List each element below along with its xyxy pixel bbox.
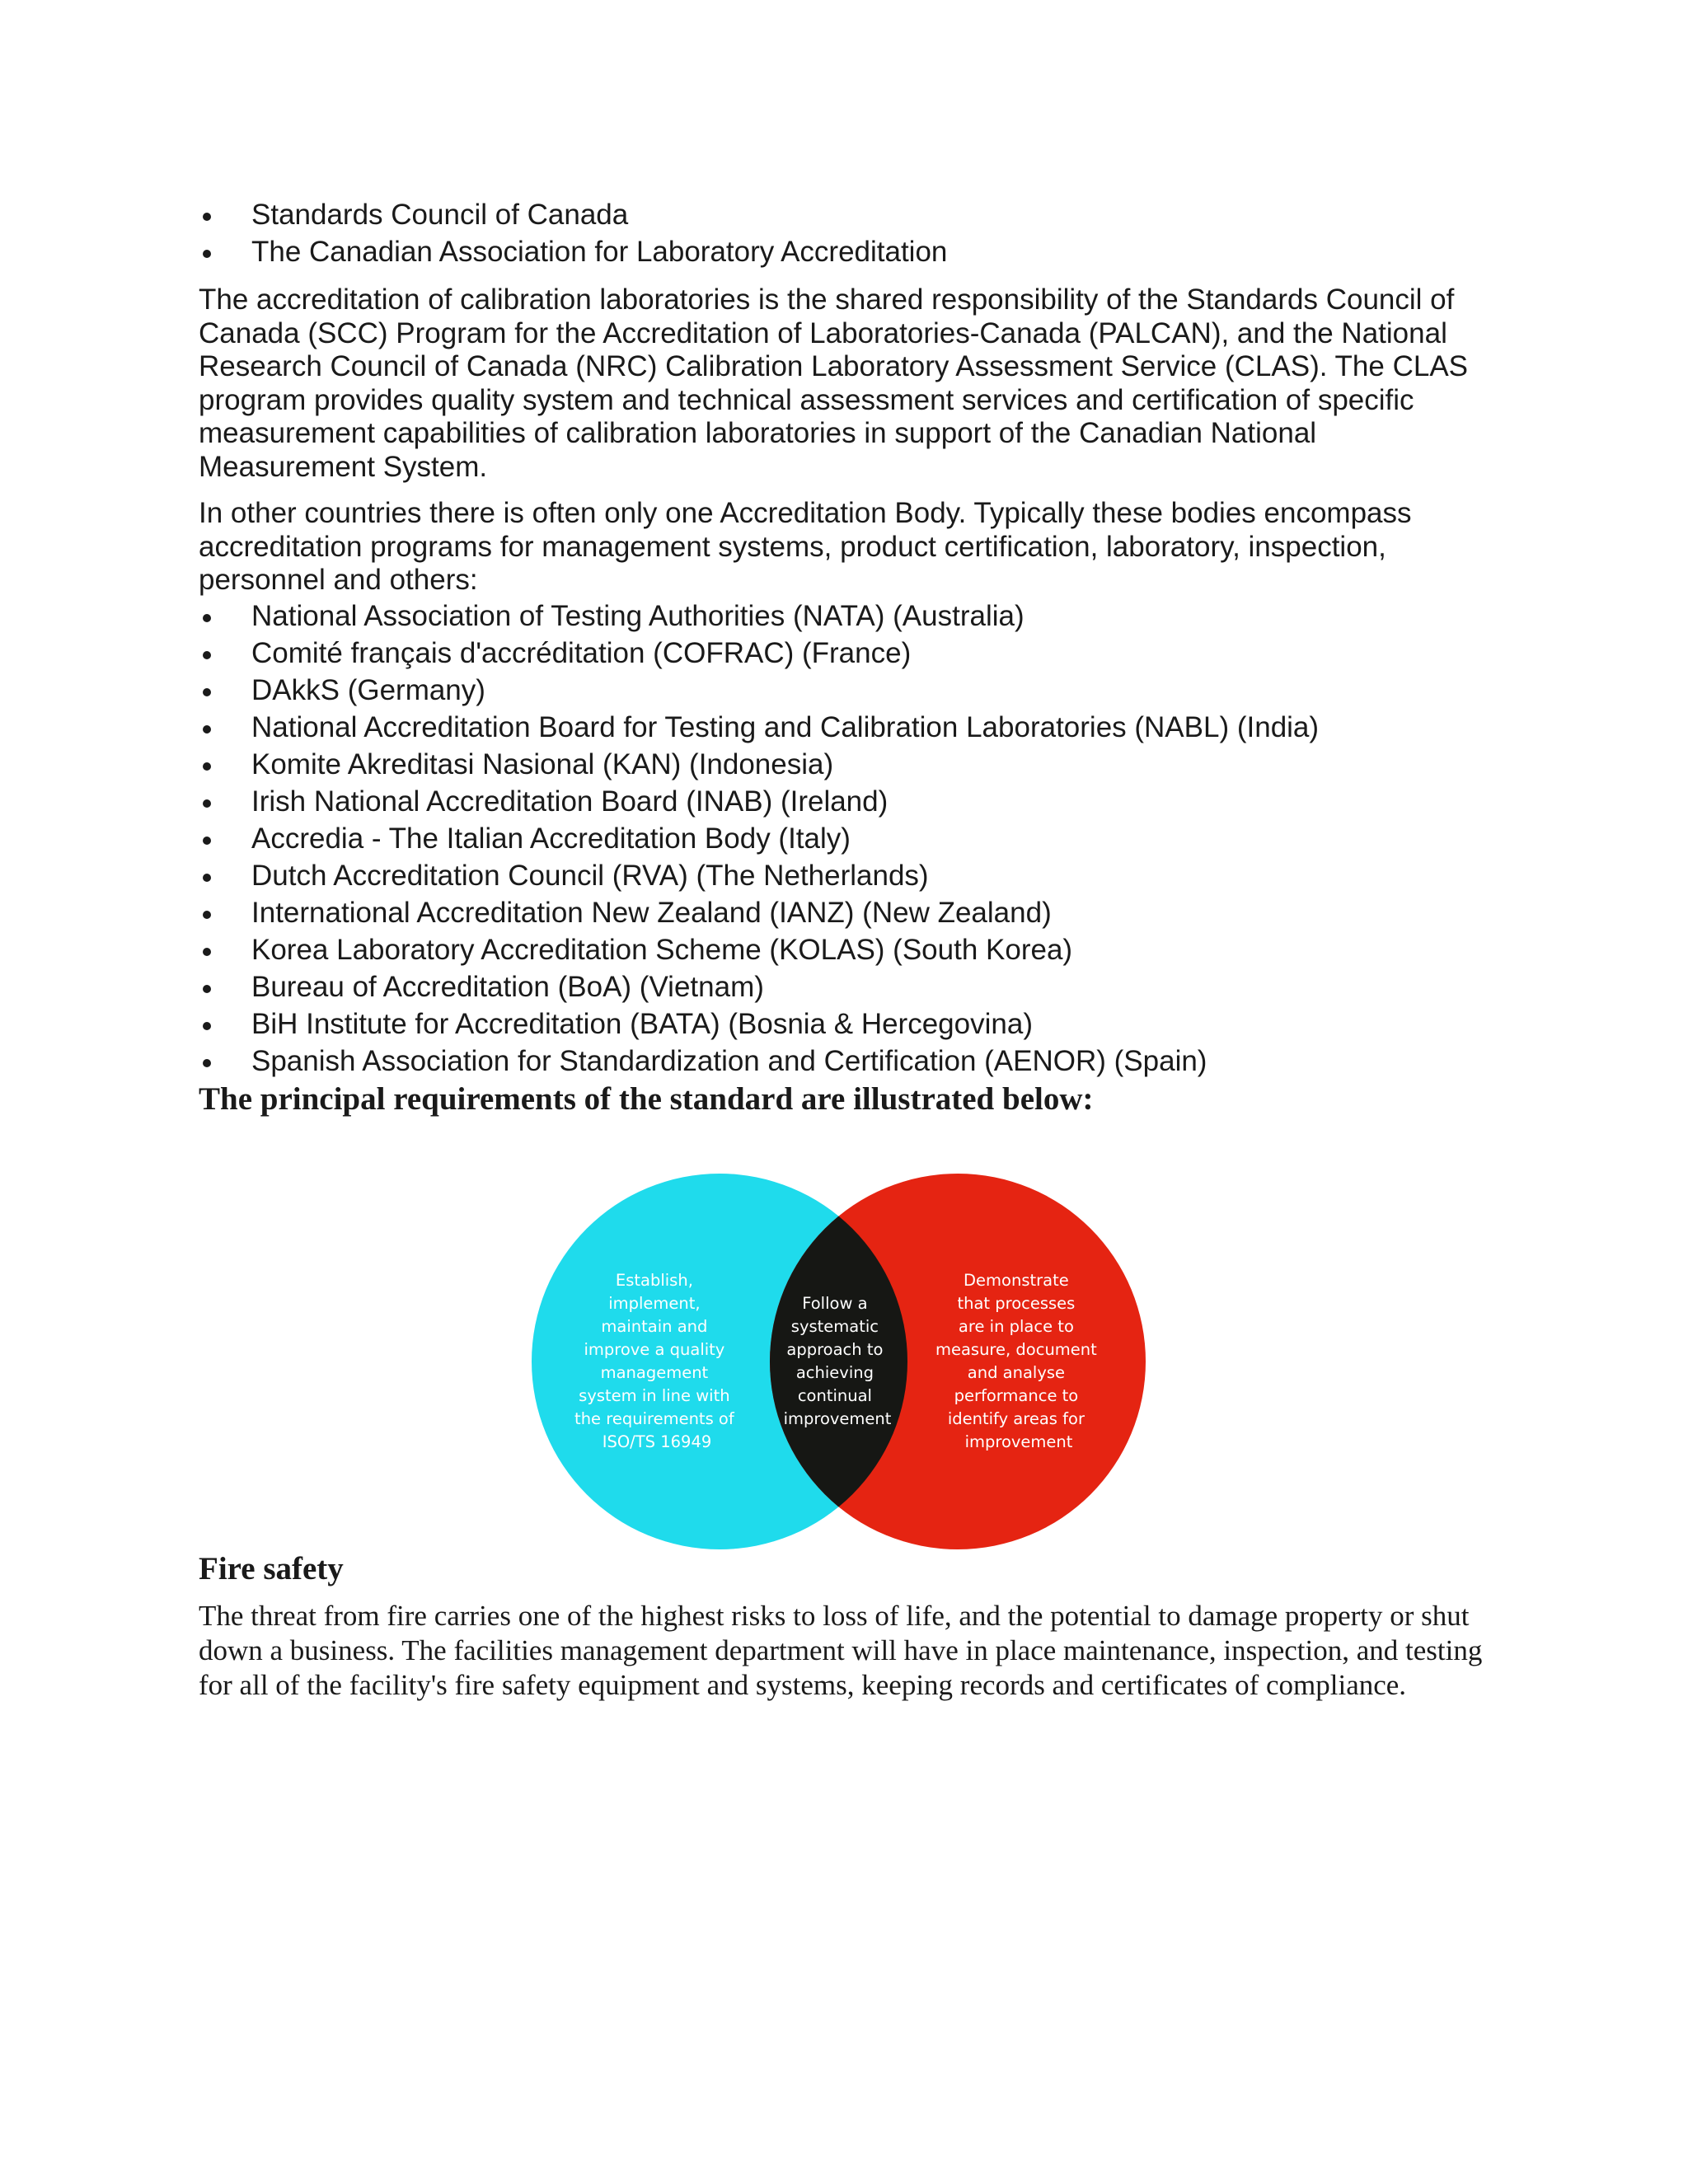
list-item: Irish National Accreditation Board (INAB) (Ireland) [199, 783, 1493, 820]
venn-right-line: are in place to [958, 1316, 1074, 1336]
venn-right-line: improvement [964, 1432, 1073, 1451]
list-item: National Accreditation Board for Testing and Calibration Laboratories (NABL) (India) [199, 709, 1493, 746]
venn-right-line: and analyse [967, 1362, 1066, 1382]
requirements-heading: The principal requirements of the standard are illustrated below: [199, 1080, 1094, 1117]
list-item: Dutch Accreditation Council (RVA) (The Netherlands) [199, 857, 1493, 894]
list-item: Standards Council of Canada [199, 196, 1493, 233]
venn-center-line: improvement [783, 1408, 892, 1428]
list-item: Korea Laboratory Accreditation Scheme (KOLAS) (South Korea) [199, 931, 1493, 968]
list-item: Komite Akreditasi Nasional (KAN) (Indonesia) [199, 746, 1493, 783]
venn-left-line: ISO/TS 16949 [602, 1432, 712, 1451]
list-item: National Association of Testing Authorities (NATA) (Australia) [199, 598, 1493, 635]
venn-left-line: implement, [608, 1293, 701, 1313]
venn-left-line: maintain and [601, 1316, 708, 1336]
venn-right-line: identify areas for [947, 1408, 1085, 1428]
venn-center-line: continual [797, 1385, 872, 1405]
venn-left-line: Establish, [615, 1270, 693, 1290]
venn-right-line: that processes [957, 1293, 1076, 1313]
accreditation-bodies-list [199, 598, 1493, 1080]
venn-center-line: achieving [795, 1362, 874, 1382]
list-item: Bureau of Accreditation (BoA) (Vietnam) [199, 968, 1493, 1005]
list-item: International Accreditation New Zealand (IANZ) (New Zealand) [199, 894, 1493, 931]
venn-center-line: systematic [790, 1316, 879, 1336]
other-countries-paragraph: In other countries there is often only one Accreditation Body. Typically these bodies encompass accreditation programs for management systems, product certification, laboratory, inspection, personnel and others: [199, 497, 1412, 596]
venn-center-line: approach to [786, 1339, 884, 1359]
fire-safety-paragraph: The threat from fire carries one of the highest risks to loss of life, and the potential to damage property or shut down a business. The facilities management department will have in place maintenance, inspection, and testing for all of the facility's fire safety equipment and systems, keeping records and certificates of compliance. [199, 1599, 1483, 1701]
venn-right-line: performance to [954, 1385, 1079, 1405]
venn-left-line: the requirements of [574, 1408, 734, 1428]
list-item: BiH Institute for Accreditation (BATA) (Bosnia & Hercegovina) [199, 1005, 1493, 1043]
list-item: Accredia - The Italian Accreditation Body (Italy) [199, 820, 1493, 857]
venn-diagram-svg [532, 1174, 1146, 1549]
list-item: Spanish Association for Standardization and Certification (AENOR) (Spain) [199, 1043, 1493, 1080]
venn-right-line: Demonstrate [964, 1270, 1069, 1290]
fire-safety-heading: Fire safety [199, 1550, 344, 1586]
document-page [199, 196, 1493, 1703]
venn-left-line: improve a quality [584, 1339, 725, 1359]
calibration-paragraph: The accreditation of calibration laboratories is the shared responsibility of the Standards Council of Canada (SCC) Program for the Accreditation of Laboratories-Canada (PALCAN), and the National Research Council of Canada (NRC) Calibration Laboratory Assessment Service (CLAS). The CLAS program provides quality system and technical assessment services and certification of specific measurement capabilities of calibration laboratories in support of the Canadian National Measurement System. [199, 284, 1469, 483]
venn-center-line: Follow a [802, 1293, 868, 1313]
list-item: The Canadian Association for Laboratory Accreditation [199, 233, 1493, 270]
list-item: Comité français d'accréditation (COFRAC) (France) [199, 635, 1493, 672]
venn-left-line: system in line with [579, 1385, 730, 1405]
list-item: DAkkS (Germany) [199, 672, 1493, 709]
canada-bodies-list [199, 196, 1493, 270]
venn-diagram [532, 1174, 1146, 1549]
venn-right-line: measure, document [935, 1339, 1097, 1359]
venn-left-line: management [600, 1362, 709, 1382]
